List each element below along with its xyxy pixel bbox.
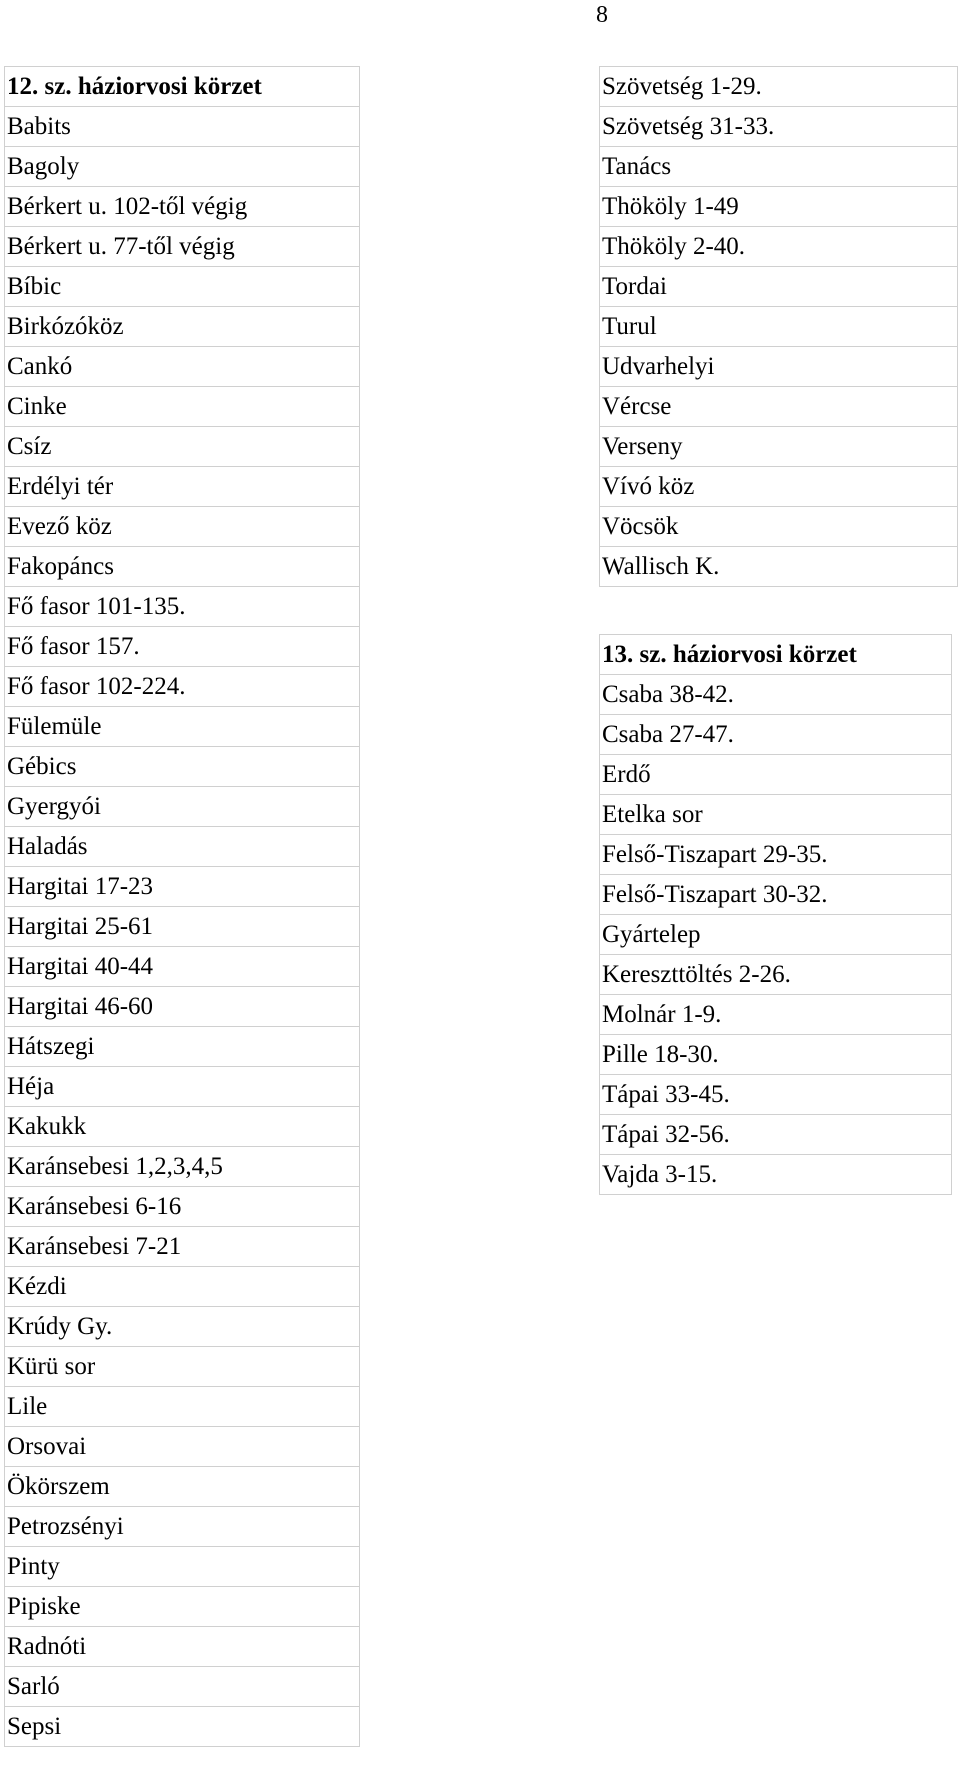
street-row: Bíbic [5, 267, 359, 307]
street-row: Pipiske [5, 1587, 359, 1627]
street-row: Felső-Tiszapart 30-32. [600, 875, 951, 915]
street-row: Erdélyi tér [5, 467, 359, 507]
street-row: Fő fasor 101-135. [5, 587, 359, 627]
street-row: Radnóti [5, 1627, 359, 1667]
street-row: Szövetség 31-33. [600, 107, 957, 147]
street-row: Cankó [5, 347, 359, 387]
street-row: Ökörszem [5, 1467, 359, 1507]
street-row: Sarló [5, 1667, 359, 1707]
street-row: Cinke [5, 387, 359, 427]
page-number: 8 [596, 2, 608, 28]
street-row: Vajda 3-15. [600, 1155, 951, 1195]
district-12-table [4, 66, 360, 1747]
street-row: Gyergyói [5, 787, 359, 827]
street-row: Hátszegi [5, 1027, 359, 1067]
street-row: Pille 18-30. [600, 1035, 951, 1075]
street-row: Krúdy Gy. [5, 1307, 359, 1347]
street-row: Kakukk [5, 1107, 359, 1147]
street-row: Vércse [600, 387, 957, 427]
street-row: Kürü sor [5, 1347, 359, 1387]
district-12-continued-table [599, 66, 958, 587]
street-row: Thököly 2-40. [600, 227, 957, 267]
street-row: Karánsebesi 1,2,3,4,5 [5, 1147, 359, 1187]
street-row: Bérkert u. 102-től végig [5, 187, 359, 227]
street-row: Hargitai 46-60 [5, 987, 359, 1027]
street-row: Fakopáncs [5, 547, 359, 587]
street-row: Etelka sor [600, 795, 951, 835]
street-row: Tanács [600, 147, 957, 187]
district-13-table [599, 634, 952, 1195]
street-row: Molnár 1-9. [600, 995, 951, 1035]
street-row: Vívó köz [600, 467, 957, 507]
street-row: Birkózóköz [5, 307, 359, 347]
street-row: Csaba 27-47. [600, 715, 951, 755]
street-row: Sepsi [5, 1707, 359, 1747]
street-row: Pinty [5, 1547, 359, 1587]
street-row: Turul [600, 307, 957, 347]
street-row: Tápai 32-56. [600, 1115, 951, 1155]
street-row: Vöcsök [600, 507, 957, 547]
street-row: Szövetség 1-29. [600, 67, 957, 107]
street-row: Hargitai 17-23 [5, 867, 359, 907]
street-row: Hargitai 40-44 [5, 947, 359, 987]
street-row: Bérkert u. 77-től végig [5, 227, 359, 267]
street-row: Tordai [600, 267, 957, 307]
street-row: Haladás [5, 827, 359, 867]
street-row: Csíz [5, 427, 359, 467]
district-13-title: 13. sz. háziorvosi körzet [600, 635, 951, 675]
street-row: Evező köz [5, 507, 359, 547]
street-row: Héja [5, 1067, 359, 1107]
street-row: Felső-Tiszapart 29-35. [600, 835, 951, 875]
street-row: Orsovai [5, 1427, 359, 1467]
street-row: Karánsebesi 6-16 [5, 1187, 359, 1227]
street-row: Kézdi [5, 1267, 359, 1307]
street-row: Tápai 33-45. [600, 1075, 951, 1115]
street-row: Bagoly [5, 147, 359, 187]
street-row: Karánsebesi 7-21 [5, 1227, 359, 1267]
street-row: Csaba 38-42. [600, 675, 951, 715]
street-row: Fülemüle [5, 707, 359, 747]
street-row: Lile [5, 1387, 359, 1427]
street-row: Erdő [600, 755, 951, 795]
street-row: Thököly 1-49 [600, 187, 957, 227]
street-row: Hargitai 25-61 [5, 907, 359, 947]
street-row: Verseny [600, 427, 957, 467]
street-row: Kereszttöltés 2-26. [600, 955, 951, 995]
street-row: Babits [5, 107, 359, 147]
street-row: Udvarhelyi [600, 347, 957, 387]
street-row: Gyártelep [600, 915, 951, 955]
street-row: Gébics [5, 747, 359, 787]
district-12-title: 12. sz. háziorvosi körzet [5, 67, 359, 107]
street-row: Wallisch K. [600, 547, 957, 587]
street-row: Petrozsényi [5, 1507, 359, 1547]
street-row: Fő fasor 157. [5, 627, 359, 667]
street-row: Fő fasor 102-224. [5, 667, 359, 707]
